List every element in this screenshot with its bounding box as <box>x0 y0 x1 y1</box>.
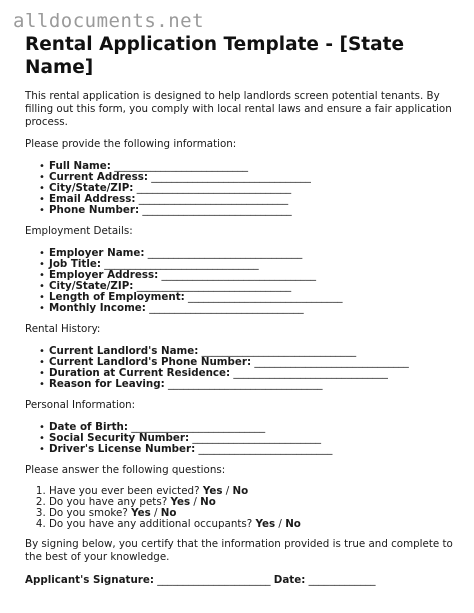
field-label: City/State/ZIP: <box>49 182 134 194</box>
field-label: Length of Employment: <box>49 291 185 303</box>
fill-blank: ______________________________ <box>136 280 292 292</box>
fill-blank: _____________________________ <box>138 193 289 205</box>
fill-blank: __________________________ <box>114 160 249 172</box>
field-label: Job Title: <box>49 258 101 270</box>
field-label: Reason for Leaving: <box>49 378 165 390</box>
fill-blank: ______________________________ <box>136 182 292 194</box>
fill-blank: ______________________________ <box>168 378 323 390</box>
section-label-employment: Employment Details: <box>25 225 133 237</box>
document-title: Rental Application Template - [State Name] <box>25 34 405 78</box>
fill-blank: ______________________________ <box>161 269 316 281</box>
date-label: Date: <box>273 574 306 586</box>
field-label: Monthly Income: <box>49 302 146 314</box>
fill-blank: ______________________________ <box>254 356 409 368</box>
question-text: Do you smoke? <box>49 507 128 519</box>
section-label-personal-info: Please provide the following information: <box>25 138 237 150</box>
field-list <box>25 346 453 390</box>
no-option: No <box>200 496 216 508</box>
date-blank: _____________ <box>308 574 376 586</box>
field-label: Employer Name: <box>49 247 145 259</box>
field-label: Current Landlord's Name: <box>49 345 199 357</box>
yes-option: Yes <box>170 496 191 508</box>
option-separator: / <box>193 496 197 508</box>
no-option: No <box>285 518 301 530</box>
fill-blank: _________________________ <box>192 432 322 444</box>
fill-blank: __________________________ <box>131 421 266 433</box>
field-label: Current Address: <box>49 171 149 183</box>
field-list <box>25 248 453 314</box>
field-reason-for-leaving <box>39 379 453 390</box>
section-label-questions: Please answer the following questions: <box>25 464 226 476</box>
option-separator: / <box>225 485 230 497</box>
field-drivers-license <box>39 444 453 455</box>
field-label: Date of Birth: <box>49 421 128 433</box>
watermark: alldocuments.net <box>13 10 205 32</box>
field-label: Duration at Current Residence: <box>49 367 231 379</box>
fill-blank: ______________________________ <box>104 258 259 270</box>
signature-label: Applicant's Signature: <box>25 574 154 586</box>
fill-blank: __________________________ <box>198 443 333 455</box>
question-text: Do you have any additional occupants? <box>49 518 253 530</box>
fill-blank: ______________________________ <box>233 367 388 379</box>
field-label: Full Name: <box>49 160 111 172</box>
field-monthly-income <box>39 303 453 314</box>
no-option: No <box>160 507 177 519</box>
intro-paragraph: This rental application is designed to help landlords screen potential tenants. By filling out this form, you comply with local rental laws and ensure a fair application process. <box>25 90 452 128</box>
fill-blank: ______________________________ <box>201 345 357 357</box>
section-label-personal: Personal Information: <box>25 399 136 411</box>
yes-option: Yes <box>255 518 276 530</box>
option-separator: / <box>153 507 158 519</box>
document-page <box>25 33 453 586</box>
field-list <box>25 422 453 455</box>
field-label: Social Security Number: <box>49 432 190 444</box>
question-list <box>25 486 453 530</box>
question-text: Do you have any pets? <box>49 496 168 508</box>
field-label: City/State/ZIP: <box>49 280 134 292</box>
field-list <box>25 161 453 216</box>
fill-blank: ______________________________ <box>149 302 304 314</box>
field-label: Phone Number: <box>49 204 140 216</box>
option-separator: / <box>278 518 282 530</box>
fill-blank: ______________________________ <box>147 247 303 259</box>
yes-option: Yes <box>131 507 151 519</box>
field-label: Driver's License Number: <box>49 443 196 455</box>
signature-blank: ______________________ <box>157 574 271 586</box>
fill-blank: _____________________________ <box>142 204 292 216</box>
field-label: Email Address: <box>49 193 136 205</box>
no-option: No <box>232 485 249 497</box>
field-label: Employer Address: <box>49 269 159 281</box>
certification-paragraph: By signing below, you certify that the information provided is true and complete to the best of your knowledge. <box>25 538 453 563</box>
section-label-rental-history: Rental History: <box>25 323 101 335</box>
field-label: Current Landlord's Phone Number: <box>49 356 252 368</box>
question-text: Have you ever been evicted? <box>49 485 200 497</box>
fill-blank: ______________________________ <box>188 291 343 303</box>
yes-option: Yes <box>202 485 223 497</box>
field-phone-number <box>39 205 453 216</box>
signature-line <box>25 574 453 586</box>
question-item <box>49 519 453 530</box>
fill-blank: _______________________________ <box>151 171 311 183</box>
